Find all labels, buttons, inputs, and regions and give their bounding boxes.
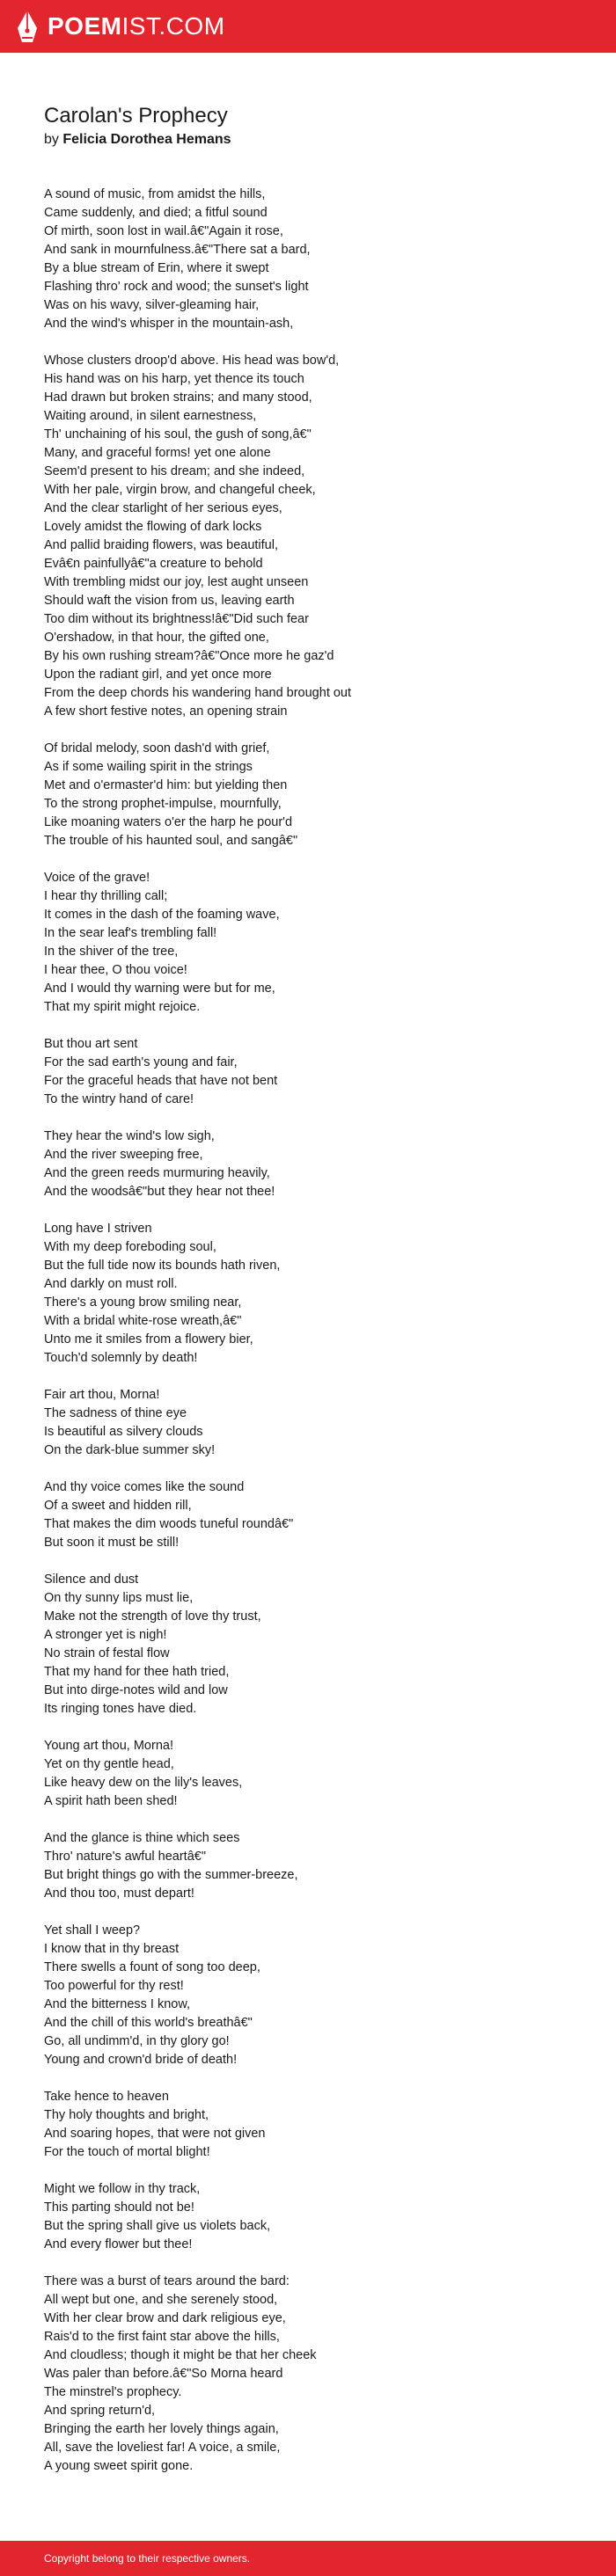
poem-line: And the woodsâ€"but they hear not thee! [44,1185,275,1199]
poem-line: I hear thy thrilling call; [44,889,168,903]
poem-line: With her pale, virgin brow, and changeful cheek, [44,483,316,497]
poem-line: They hear the wind's low sigh, [44,1129,215,1143]
poem-line: For the touch of mortal blight! [44,2145,210,2159]
poem-line: I hear thee, O thou voice! [44,963,187,977]
poem-line: Lovely amidst the flowing of dark locks [44,520,262,534]
poem-line: Is beautiful as silvery clouds [44,1425,203,1439]
poem-line: Yet on thy gentle head, [44,1757,174,1771]
byline [44,131,572,149]
poem-line: Of bridal melody, soon dash'd with grief, [44,741,270,755]
poem-line: But soon it must be still! [44,1536,180,1550]
poem-line: With trembling midst our joy, lest aught unseen [44,575,309,589]
poem-line: Upon the radiant girl, and yet once more [44,668,272,682]
poem-line: In the shiver of the tree, [44,945,179,959]
stanza [44,1035,572,1109]
poem-line: As if some wailing spirit in the strings [44,760,253,774]
poem-line: His hand was on his harp, yet thence its touch [44,372,304,386]
stanza [44,2180,572,2254]
poem-line: And I would thy warning were but for me, [44,982,275,996]
poem-line: With my deep foreboding soul, [44,1240,216,1254]
poem-line: Th' unchaining of his soul, the gush of song,â€" [44,427,312,441]
poem-line: That my spirit might rejoice. [44,1000,201,1014]
logo-text-light: IST.COM [121,12,225,40]
top-bar [0,0,616,53]
poem-line: Of mirth, soon lost in wail.â€"Again it rose, [44,224,283,238]
poem-line: Thy holy thoughts and bright, [44,2108,209,2122]
poem-line: It comes in the dash of the foaming wave, [44,908,280,922]
poem-line: And the glance is thine which sees [44,1831,240,1845]
poem-line: That my hand for thee hath tried, [44,1665,230,1679]
poem-line: Yet shall I weep? [44,1923,141,1937]
poem-line: Evâ€n painfullyâ€"a creature to behold [44,557,263,571]
poem-line: Was paler than before.â€"So Morna heard [44,2367,283,2381]
poem-line: With her clear brow and dark religious eye, [44,2311,286,2325]
copyright-text: Copyright belong to their respective owners. [44,2552,251,2565]
poem-line: Rais'd to the first faint star above the hills, [44,2330,280,2344]
stanza [44,869,572,1017]
poem-line: A stronger yet is nigh! [44,1628,167,1642]
site-logo[interactable] [16,0,225,53]
stanza [44,1571,572,1719]
poem-line: But the spring shall give us violets back, [44,2219,271,2233]
poem-line: By his own rushing stream?â€"Once more he gaz'd [44,649,334,663]
poem-line: And thou too, must depart! [44,1886,194,1901]
stanza [44,1386,572,1460]
poem-line: O'ershadow, in that hour, the gifted one, [44,631,269,645]
poem-line: Take hence to heaven [44,2090,169,2104]
poem-line: And the green reeds murmuring heavily, [44,1166,270,1180]
poem-line: By a blue stream of Erin, where it swept [44,261,269,275]
stanza [44,352,572,721]
poem-line: Might we follow in thy track, [44,2182,201,2196]
author-name[interactable]: Felicia Dorothea Hemans [62,132,231,147]
poem-line: And the chill of this world's breathâ€" [44,2016,253,2030]
poem-line: Touch'd solemnly by death! [44,1351,198,1365]
poem-line: Too powerful for thy rest! [44,1979,184,1993]
poem-line: And every flower but thee! [44,2237,193,2251]
stanza [44,2088,572,2162]
poem-line: A young sweet spirit gone. [44,2459,194,2473]
poem-line: Like heavy dew on the lily's leaves, [44,1776,243,1790]
poem-line: To the wintry hand of care! [44,1092,194,1106]
stanza [44,2273,572,2476]
stanza [44,1220,572,1368]
stanza [44,1127,572,1201]
poem-line: The sadness of thine eye [44,1406,187,1420]
poem-line: On thy sunny lips must lie, [44,1591,194,1605]
poem-line: Should waft the vision from us, leaving earth [44,594,295,608]
poem-line: And pallid braiding flowers, was beautiful, [44,538,278,552]
poem-line: I know that in thy breast [44,1942,180,1956]
poem-line: Whose clusters droop'd above. His head was bow'd, [44,354,340,368]
poem-line: No strain of festal flow [44,1646,170,1660]
poem-line: Make not the strength of love thy trust, [44,1609,261,1624]
poem-line: Thro' nature's awful heartâ€" [44,1850,206,1864]
stanza [44,1922,572,2069]
poem-line: Voice of the grave! [44,871,150,885]
poem-line: Unto me it smiles from a flowery bier, [44,1332,253,1346]
stanza [44,186,572,333]
poem-line: Long have I striven [44,1222,152,1236]
poem-line: And thy voice comes like the sound [44,1480,245,1494]
stanza [44,1829,572,1903]
stanza [44,1478,572,1552]
pen-nib-icon [16,9,39,44]
poem-line: And sank in mournfulness.â€"There sat a bard, [44,243,311,257]
logo-text [48,14,225,39]
poem-line: Its ringing tones have died. [44,1702,197,1716]
poem-line: And darkly on must roll. [44,1277,178,1291]
poem-line: Came suddenly, and died; a fitful sound [44,206,268,220]
logo-text-bold: POEM [48,12,122,40]
poem-line: A sound of music, from amidst the hills, [44,187,266,201]
poem-line: But thou art sent [44,1037,138,1051]
poem-line: And the river sweeping free, [44,1148,203,1162]
poem-line: And soaring hopes, that were not given [44,2127,266,2141]
poem-line: Young and crown'd bride of death! [44,2053,238,2067]
poem-line: Many, and graceful forms! yet one alone [44,446,271,460]
poem-line: In the sear leaf's trembling fall! [44,926,217,940]
poem-line: That makes the dim woods tuneful roundâ€" [44,1517,294,1531]
poem-line: Go, all undimm'd, in thy glory go! [44,2034,230,2048]
poem-line: But the full tide now its bounds hath riven, [44,1259,281,1273]
poem-line: There swells a fount of song too deep, [44,1960,260,1974]
poem-line: And the clear starlight of her serious eyes, [44,501,282,515]
poem-line: The trouble of his haunted soul, and sangâ€" [44,834,298,848]
poem-line: Waiting around, in silent earnestness, [44,409,257,423]
poem-line: Was on his wavy, silver-gleaming hair, [44,298,260,312]
poem-line: A few short festive notes, an opening strain [44,704,288,719]
poem-line: Too dim without its brightness!â€"Did such fear [44,612,309,626]
poem-line: There's a young brow smiling near, [44,1295,242,1310]
poem-title: Carolan's Prophecy [44,104,228,128]
poem-line: For the graceful heads that have not bent [44,1074,278,1088]
poem-line: For the sad earth's young and fair, [44,1055,238,1069]
poem-line: The minstrel's prophecy. [44,2385,182,2399]
byline-label: by [44,132,59,147]
poem-body [44,186,572,2476]
poem-line: A spirit hath been shed! [44,1794,178,1808]
poem-line: Fair art thou, Morna! [44,1388,160,1402]
poem-line: Met and o'ermaster'd him: but yielding then [44,778,288,792]
poem-line: Bringing the earth her lovely things again, [44,2422,279,2436]
poem-line: All wept but one, and she serenely stood, [44,2293,278,2307]
poem-line: On the dark-blue summer sky! [44,1443,216,1457]
poem-line: But bright things go with the summer-breeze, [44,1868,298,1882]
poem-line: Seem'd present to his dream; and she indeed, [44,464,305,478]
poem-line: All, save the loveliest far! A voice, a smile, [44,2441,281,2455]
stanza [44,1737,572,1811]
poem-line: Flashing thro' rock and wood; the sunset's light [44,280,309,294]
poem-line: And spring return'd, [44,2404,156,2418]
poem-line: Of a sweet and hidden rill, [44,1499,192,1513]
footer-bar [0,2541,616,2576]
poem-line: Had drawn but broken strains; and many stood, [44,390,312,405]
poem-line: Young art thou, Morna! [44,1739,173,1753]
poem-line: To the strong prophet-impulse, mournfully, [44,797,282,811]
stanza [44,740,572,850]
poem-line: There was a burst of tears around the bard: [44,2274,290,2288]
poem-line: And cloudless; though it might be that her cheek [44,2348,317,2362]
poem-content [44,104,572,2494]
poem-line: And the bitterness I know, [44,1997,191,2011]
poem-line: From the deep chords his wandering hand brought out [44,686,352,700]
poem-line: With a bridal white-rose wreath,â€" [44,1314,242,1328]
poem-line: Like moaning waters o'er the harp he pour'd [44,815,293,829]
poem-line: This parting should not be! [44,2200,194,2215]
poem-line: And the wind's whisper in the mountain-ash, [44,317,294,331]
poem-line: But into dirge-notes wild and low [44,1683,228,1697]
poem-line: Silence and dust [44,1573,139,1587]
